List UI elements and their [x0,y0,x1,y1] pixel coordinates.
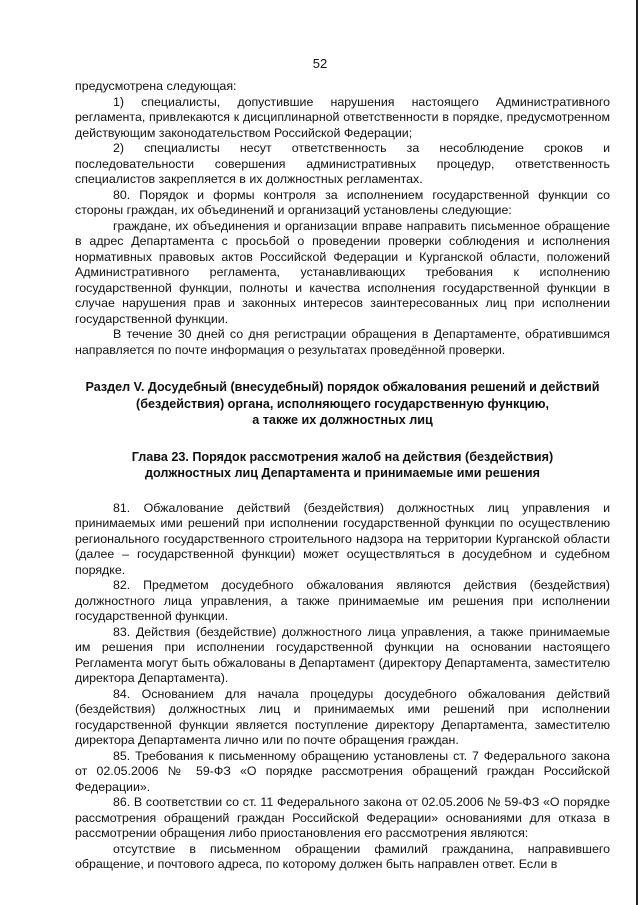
page-body [75,79,610,873]
paragraph-85: 85. Требования к письменному обращению установлены ст. 7 Федерального закона от 02.05.2006 № 59-ФЗ «О порядке рассмотрения обращений граждан Российской Федерации». [75,748,610,794]
paragraph-86: 86. В соответствии со ст. 11 Федерального закона от 02.05.2006 № 59-ФЗ «О порядке рассмотрения обращений граждан Российской Федерации» основаниями для отказа в рассмотрении обращения либо приостановления его рассмотрения являются: [75,795,610,840]
paragraph-82: 82. Предметом досудебного обжалования являются действия (бездействия) должностного лица управления, а также принимаемые им решения при исполнении государственной функции. [75,578,610,623]
page-number: 52 [312,56,328,71]
paragraph-81: 81. Обжалование действий (бездействия) должностных лиц управления и принимаемых ими решений при исполнении государственной функции по осуществлению регионального государственного строительного надзора на территории Курганской области (далее – государственной функции) может осуществляться в досудебном и судебном порядке. [75,500,610,577]
paragraph-citizens-rights: граждане, их объединения и организации вправе направить письменное обращение в адрес Департамента с просьбой о проведении проверки соблюдения и исполнения нормативных правовых актов Российской Федерации и Курганской области, положений Административного регламента, устанавливающих требования к исполнению государственной функции, полноты и качества исполнения государственной функции в случае нарушения прав и законных интересов заинтересованных лиц при исполнении государственной функции. [75,218,610,326]
paragraph-83: 83. Действия (бездействие) должностного лица управления, а также принимаемые им решения при исполнении государственной функции на основании настоящего Регламента могут быть обжалованы в Департамент (директору Департамента, заместителю директора Департамента). [75,624,610,685]
chapter-heading [79,449,606,482]
paragraph-item-1: 1) специалисты, допустившие нарушения настоящего Административного регламента, привлекаются к дисциплинарной ответственности в порядке, предусмотренном действующим законодательством Российской Федерации; [75,94,610,140]
paragraph-continuation: предусмотрена следующая: [75,79,237,93]
paragraph-86-bullet: отсутствие в письменном обращении фамилий гражданина, направившего обращение, и почтового адреса, по которому должен быть направлен ответ. Если в [75,841,610,871]
chapter-heading-line: должностных лиц Департамента и принимаемые ими решения [145,466,540,480]
paragraph-84: 84. Основанием для начала процедуры досудебного обжалования действий (бездействия) должностных лиц и принимаемых ими решений при исполнении государственной функции является поступление директору Департамента, заместителю директора Департамента лично или по почте обращения граждан. [75,686,610,747]
paragraph-30-days: В течение 30 дней со дня регистрации обращения в Департаменте, обратившимся направляется по почте информация о результатах проведённой проверки. [75,327,610,357]
page-edge-shadow [636,0,638,905]
chapter-heading-line: Глава 23. Порядок рассмотрения жалоб на действия (бездействия) [131,449,554,464]
paragraph-80: 80. Порядок и формы контроля за исполнением государственной функции со стороны граждан, их объединений и организаций установлены следующие: [75,187,610,217]
section-heading-line: (бездействия) органа, исполняющего государственную функцию, [136,396,549,411]
paragraph-item-2: 2) специалисты несут ответственность за несоблюдение сроков и последовательности совершения административных процедур, ответственность специалистов закрепляется в их должностных регламентах. [75,141,610,186]
section-heading-line: а также их должностных лиц [252,413,433,427]
section-heading [75,379,610,429]
section-heading-line: Раздел V. Досудебный (внесудебный) порядок обжалования решений и действий [85,380,600,394]
